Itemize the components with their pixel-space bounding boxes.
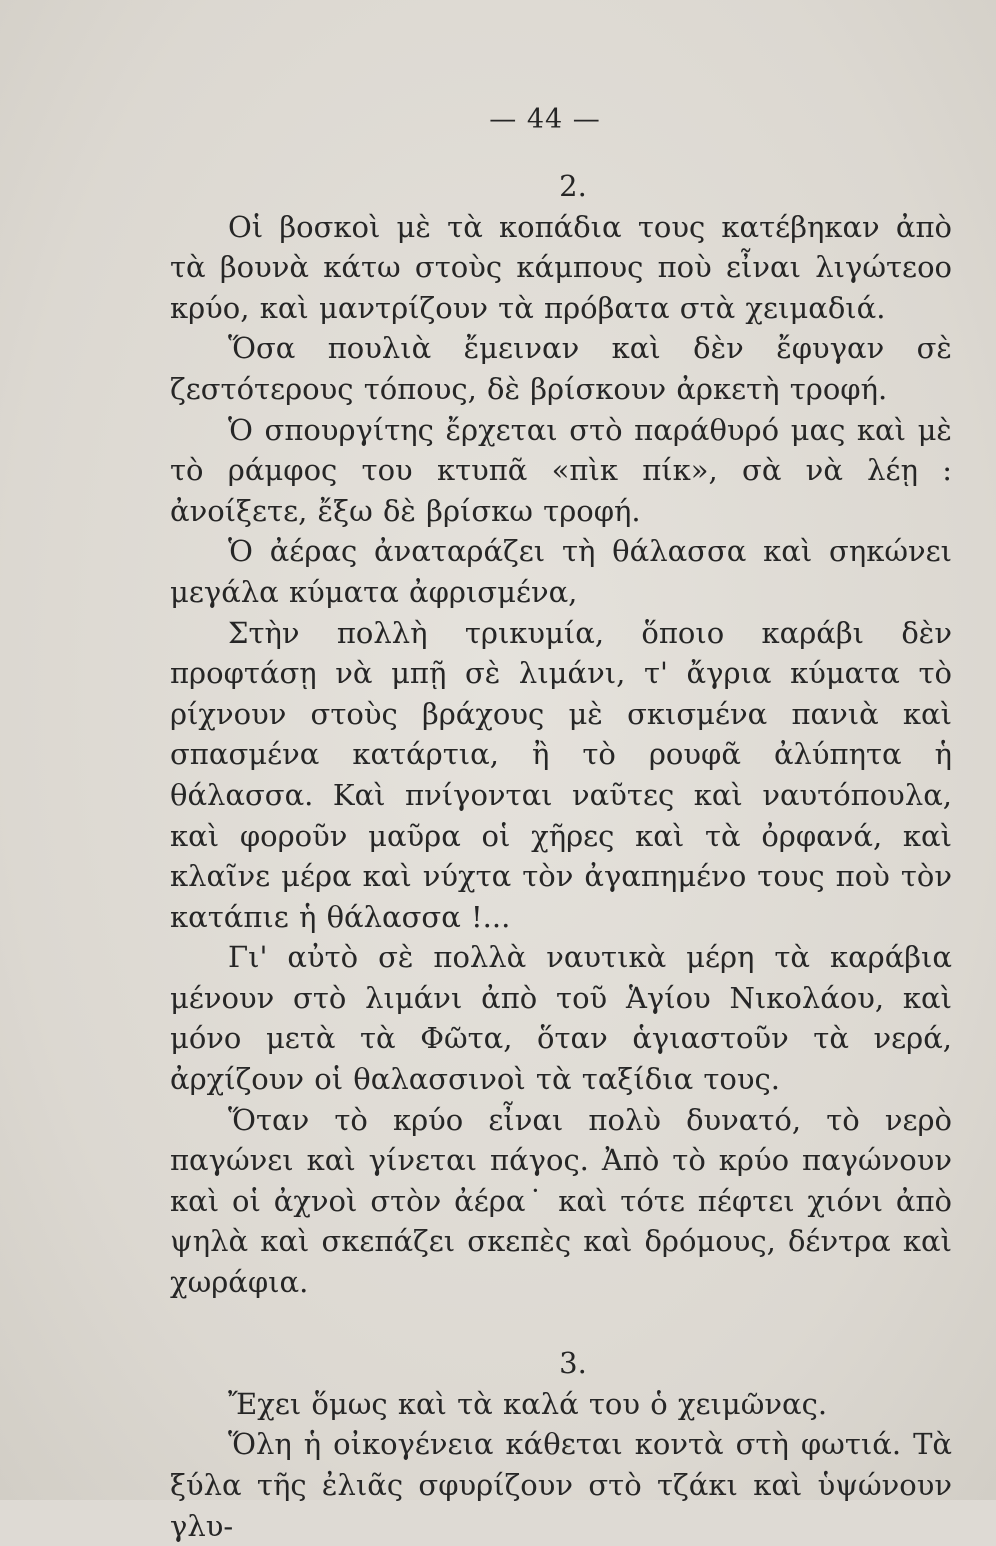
page-number: — 44 — xyxy=(489,104,601,135)
paragraph: Ὅσα πουλιὰ ἔμειναν καὶ δὲν ἔφυγαν σὲ ζεστότερους τόπους, δὲ βρίσκουν ἀρκετὴ τροφή. xyxy=(170,331,952,406)
section-number-2: 2. xyxy=(559,169,587,203)
paragraph: Ὅλη ἡ οἰκογένεια κάθεται κοντὰ στὴ φωτιά. Τὰ ξύλα τῆς ἐλιᾶς σφυρίζουν στὸ τζάκι καὶ ὑψώνουν γλυ- xyxy=(170,1427,952,1543)
page-text xyxy=(170,166,952,1546)
paragraph: Ὅταν τὸ κρύο εἶναι πολὺ δυνατό, τὸ νερὸ παγώνει καὶ γίνεται πάγος. Ἀπὸ τὸ κρύο παγώνουν καὶ οἱ ἀχνοὶ στὸν ἀέρα˙ καὶ τότε πέφτει χιόνι ἀπὸ ψηλὰ καὶ σκεπάζει σκεπὲς καὶ δρόμους, δέντρα καὶ χωράφια. xyxy=(170,1102,952,1300)
paragraph: Οἱ βοσκοὶ μὲ τὰ κοπάδια τους κατέβηκαν ἀπὸ τὰ βουνὰ κάτω στοὺς κάμπους ποὺ εἶναι λιγώτεοο κρύο, καὶ μαντρίζουν τὰ πρόβατα στὰ χειμαδιά. xyxy=(170,209,952,325)
section-number-3: 3. xyxy=(559,1346,587,1381)
paragraph: Ἔχει ὅμως καὶ τὰ καλά του ὁ χειμῶνας. xyxy=(228,1386,828,1421)
paragraph: Ὁ ἀέρας ἀναταράζει τὴ θάλασσα καὶ σηκώνει μεγάλα κύματα ἀφρισμένα, xyxy=(170,534,952,609)
paragraph: Γι' αὐτὸ σὲ πολλὰ ναυτικὰ μέρη τὰ καράβια μένουν στὸ λιμάνι ἀπὸ τοῦ Ἁγίου Νικολάου, καὶ μόνο μετὰ τὰ Φῶτα, ὅταν ἁγιαστοῦν τὰ νερά, ἀρχίζουν οἱ θαλασσινοὶ τὰ ταξίδια τους. xyxy=(170,940,952,1097)
paragraph: Ὁ σπουργίτης ἔρχεται στὸ παράθυρό μας καὶ μὲ τὸ ράμφος του κτυπᾶ «πὶκ πίκ», σὰ νὰ λέῃ : ἀνοίξετε, ἔξω δὲ βρίσκω τροφή. xyxy=(170,412,952,528)
paragraph: Στὴν πολλὴ τρικυμία, ὅποιο καράβι δὲν προφτάσῃ νὰ μπῇ σὲ λιμάνι, τ' ἄγρια κύματα τὸ ρίχνουν στοὺς βράχους μὲ σκισμένα πανιὰ καὶ σπασμένα κατάρτια, ἢ τὸ ρουφᾶ ἀλύπητα ἡ θάλασσα. Καὶ πνίγονται ναῦτες καὶ ναυτόπουλα, καὶ φοροῦν μαῦρα οἱ χῆρες καὶ τὰ ὀρφανά, καὶ κλαῖνε μέρα καὶ νύχτα τὸν ἀγαπημένο τους ποὺ τὸν κατάπιε ἡ θάλασσα !... xyxy=(170,615,952,934)
